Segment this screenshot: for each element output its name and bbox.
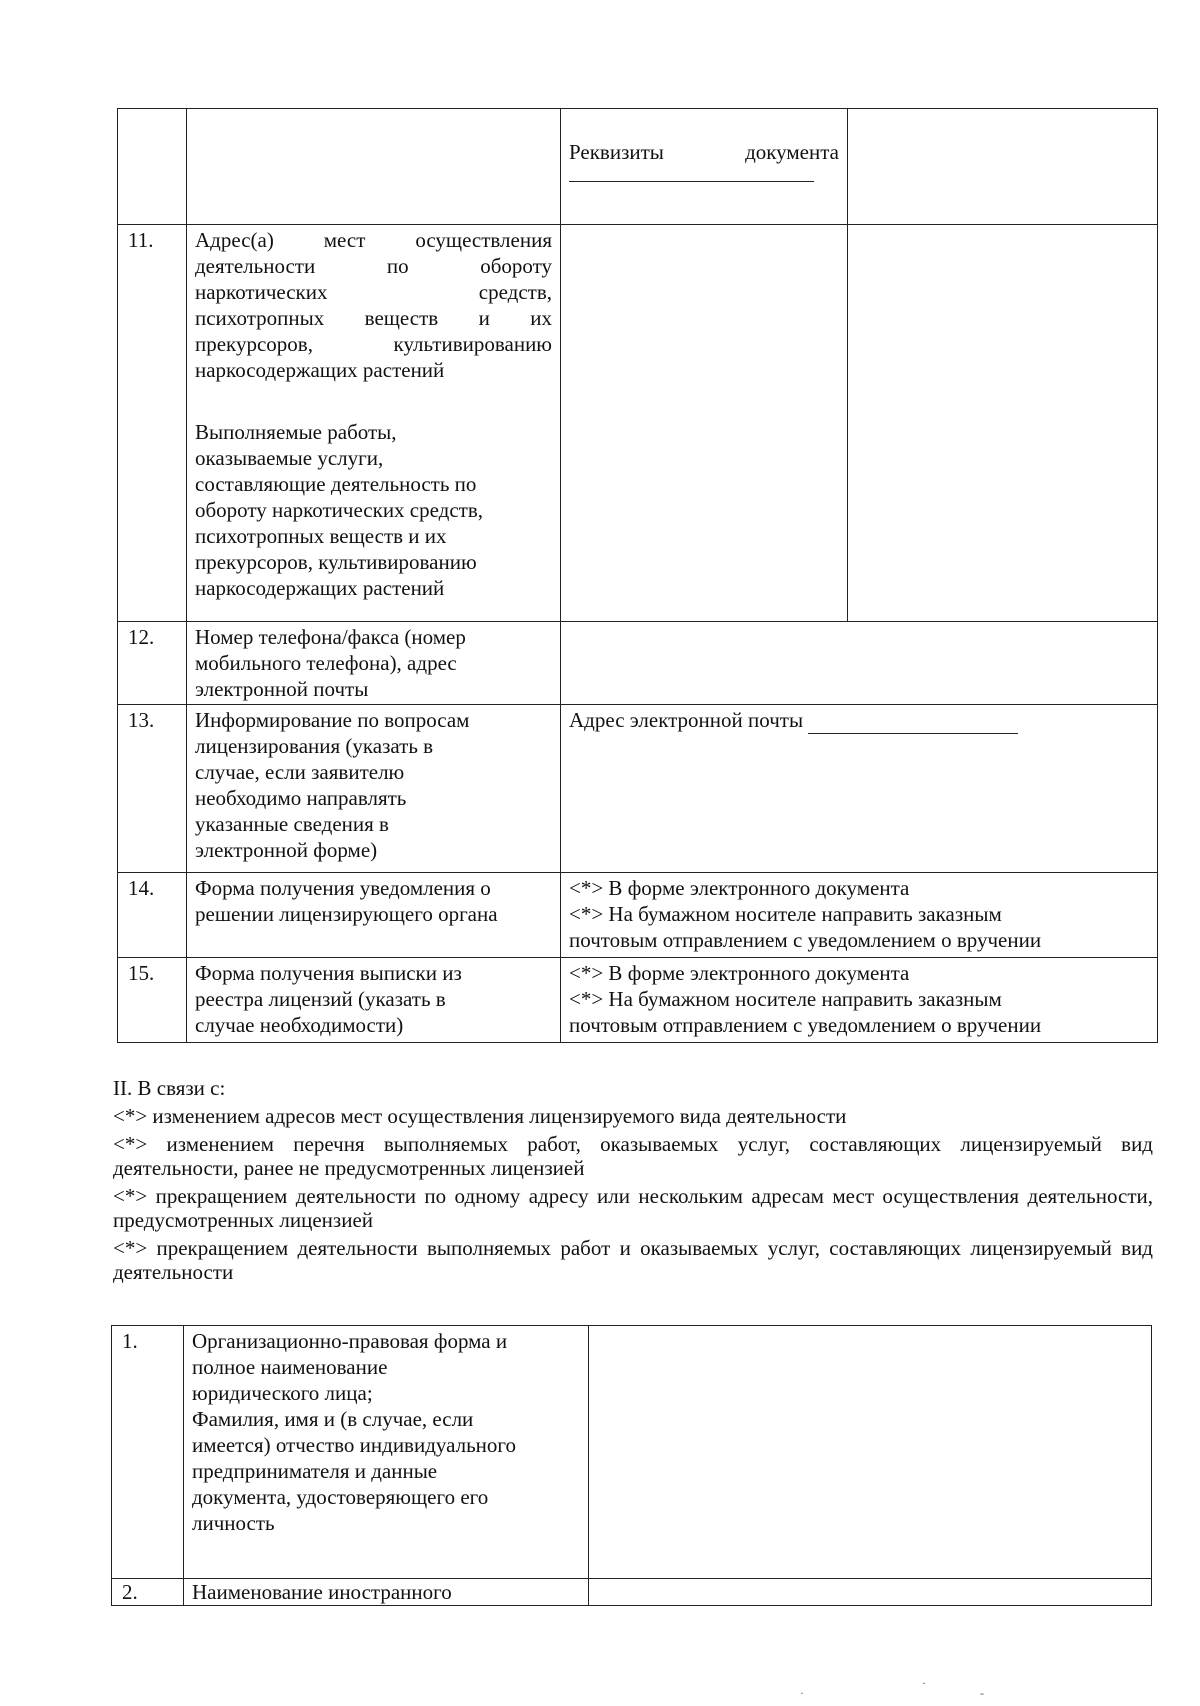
label-cell	[184, 1579, 589, 1606]
label-line: случае необходимости)	[195, 1013, 404, 1037]
requisites-blank-line[interactable]	[569, 181, 814, 182]
requisites-cell	[561, 109, 848, 225]
requisites-label: Реквизиты	[569, 140, 664, 164]
scan-mark: ·	[800, 1686, 804, 1700]
label-line: наркосодержащих растений	[195, 576, 445, 600]
label-line: Форма получения выписки из	[195, 961, 462, 985]
label-line: электронной форме)	[195, 838, 378, 862]
email-label: Адрес электронной почты	[569, 708, 804, 732]
electronic-option[interactable]: <*> В форме электронного документа	[569, 961, 910, 985]
label-line: Наименование иностранного	[192, 1580, 452, 1604]
paper-option[interactable]: <*> На бумажном носителе направить заказным	[569, 902, 1002, 926]
label-line: наркосодержащих растений	[195, 358, 445, 382]
change-option-address-termination[interactable]: <*> прекращением деятельности по одному адресу или нескольким адресам мест осуществления деятельности, предусмотренных лицензией	[113, 1184, 1153, 1232]
label-line: Фамилия, имя и (в случае, если	[192, 1407, 474, 1431]
row-number: 15.	[118, 958, 187, 1043]
document-label: документа	[745, 140, 839, 164]
license-details-table	[117, 108, 1158, 1043]
option-continuation: почтовым отправлением с уведомлением о вручении	[569, 928, 1042, 952]
table-row	[118, 622, 1158, 705]
label-line: документа, удостоверяющего его	[192, 1485, 489, 1509]
label-line: обороту наркотических средств,	[195, 498, 484, 522]
extract-options-cell	[561, 958, 1158, 1043]
value-cell[interactable]	[589, 1326, 1152, 1579]
label-cell	[187, 622, 561, 705]
table-row	[118, 958, 1158, 1043]
applicant-details-table	[111, 1325, 1152, 1606]
label-cell	[187, 705, 561, 873]
label-line: электронной почты	[195, 677, 369, 701]
paper-option[interactable]: <*> На бумажном носителе направить заказным	[569, 987, 1002, 1011]
row-number: 2.	[112, 1579, 184, 1606]
label-line: юридического лица;	[192, 1381, 373, 1405]
row-number: 12.	[118, 622, 187, 705]
table-row	[112, 1326, 1152, 1579]
label-line: предпринимателя и данные	[192, 1459, 438, 1483]
value-cell[interactable]	[589, 1579, 1152, 1606]
email-blank-line[interactable]	[808, 707, 1018, 734]
value-cell[interactable]	[848, 109, 1158, 225]
change-option-addresses[interactable]: <*> изменением адресов мест осуществления лицензируемого вида деятельности	[113, 1104, 847, 1128]
label-line: составляющие деятельность по	[195, 472, 477, 496]
change-option-works-list[interactable]: <*> изменением перечня выполняемых работ, оказываемых услуг, составляющих лицензируемый вид деятельности, ранее не предусмотренных лицензией	[113, 1132, 1153, 1180]
label-cell	[187, 109, 561, 225]
label-line: психотропных веществ и их	[195, 306, 552, 330]
label-line: реестра лицензий (указать в	[195, 987, 446, 1011]
label-cell	[187, 873, 561, 958]
label-cell	[187, 958, 561, 1043]
section-2	[113, 1076, 1153, 1284]
label-line: полное наименование	[192, 1355, 388, 1379]
value-cell[interactable]	[561, 225, 848, 622]
label-line: указанные сведения в	[195, 812, 389, 836]
table-row	[118, 225, 1158, 622]
label-cell	[187, 225, 561, 622]
label-line: прекурсоров, культивированию	[195, 332, 552, 356]
label-line: психотропных веществ и их	[195, 524, 447, 548]
change-option-works-termination[interactable]: <*> прекращением деятельности выполняемых работ и оказываемых услуг, составляющих лицензируемый вид деятельности	[113, 1236, 1153, 1284]
label-line: лицензирования (указать в	[195, 734, 434, 758]
scan-mark: ·	[922, 1676, 926, 1690]
table-row	[118, 109, 1158, 225]
label-line: необходимо направлять	[195, 786, 407, 810]
label-line: Информирование по вопросам	[195, 708, 470, 732]
label-cell	[184, 1326, 589, 1579]
notification-options-cell	[561, 873, 1158, 958]
label-line: имеется) отчество индивидуального	[192, 1433, 517, 1457]
label-line: Организационно-правовая форма и	[192, 1329, 508, 1353]
row-number: 1.	[112, 1326, 184, 1579]
scan-mark: -	[980, 1686, 984, 1700]
label-line: прекурсоров, культивированию	[195, 550, 477, 574]
label-line: случае, если заявителю	[195, 760, 405, 784]
option-continuation: почтовым отправлением с уведомлением о вручении	[569, 1013, 1042, 1037]
label-line: Номер телефона/факса (номер	[195, 625, 466, 649]
row-number: 13.	[118, 705, 187, 873]
label-line: наркотических средств,	[195, 280, 552, 304]
label-line: оказываемые услуги,	[195, 446, 384, 470]
electronic-option[interactable]: <*> В форме электронного документа	[569, 876, 910, 900]
row-number: 14.	[118, 873, 187, 958]
label-line: мобильного телефона), адрес	[195, 651, 457, 675]
label-line: личность	[192, 1511, 275, 1535]
row-number: 11.	[118, 225, 187, 622]
table-row	[118, 873, 1158, 958]
label-line: деятельности по обороту	[195, 254, 552, 278]
number-cell	[118, 109, 187, 225]
email-value-cell	[561, 705, 1158, 873]
value-cell[interactable]	[848, 225, 1158, 622]
label-line: Выполняемые работы,	[195, 420, 397, 444]
label-line: Адрес(а) мест осуществления	[195, 228, 552, 252]
section-heading: II. В связи с:	[113, 1076, 226, 1100]
table-row	[112, 1579, 1152, 1606]
label-line: Форма получения уведомления о	[195, 876, 491, 900]
table-row	[118, 705, 1158, 873]
label-line: решении лицензирующего органа	[195, 902, 498, 926]
phone-email-value-cell[interactable]	[561, 622, 1158, 705]
